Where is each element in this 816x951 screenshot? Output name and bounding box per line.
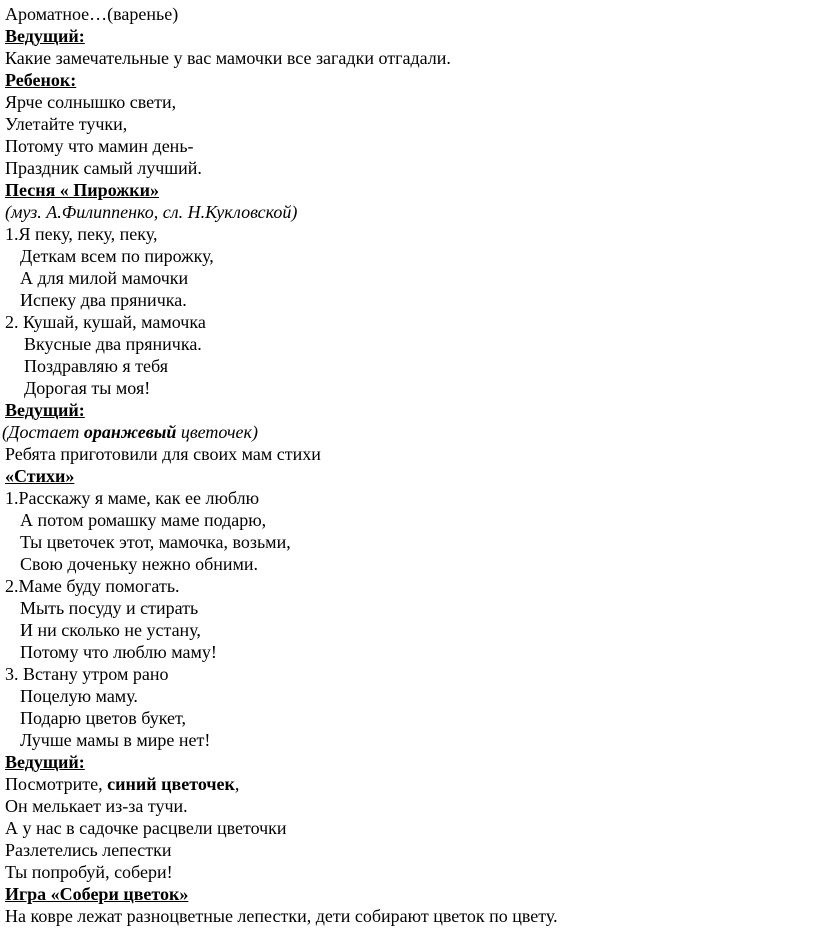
verse-line: 3. Встану утром рано — [5, 664, 169, 684]
section-heading: Игра «Собери цветок» — [5, 884, 189, 904]
speaker-label: Ребенок: — [5, 70, 77, 90]
verse-line: А потом ромашку маме подарю, — [20, 510, 267, 530]
speaker-label: Ведущий: — [5, 400, 85, 420]
speaker-label: Ведущий: — [5, 752, 85, 772]
verse-line: Улетайте тучки, — [5, 114, 128, 134]
stage-direction — [2, 421, 258, 443]
host-line: Какие замечательные у вас мамочки все загадки отгадали. — [5, 48, 451, 68]
verse-line: 1.Я пеку, пеку, пеку, — [5, 224, 158, 244]
stage-direction-color: оранжевый — [83, 422, 177, 442]
host-line-start: Посмотрите, — [5, 774, 108, 794]
host-line: Разлетелись лепестки — [5, 840, 172, 860]
verse-line: Праздник самый лучший. — [5, 158, 202, 178]
host-line: А у нас в садочке расцвели цветочки — [5, 818, 287, 838]
section-heading: «Стихи» — [5, 466, 75, 486]
stage-direction-close: цветочек) — [176, 422, 258, 442]
verse-line: Деткам всем по пирожку, — [20, 246, 214, 266]
verse-line: И ни сколько не устану, — [20, 620, 201, 640]
verse-line: А для милой мамочки — [20, 268, 189, 288]
title-line: Ароматное…(варенье) — [5, 4, 179, 24]
game-description: На ковре лежат разноцветные лепестки, дети собирают цветок по цвету. — [5, 906, 558, 926]
verse-line: Потому что люблю маму! — [20, 642, 217, 662]
verse-line: Подарю цветов букет, — [20, 708, 186, 728]
host-line — [5, 773, 239, 795]
verse-line: Вкусные два пряничка. — [24, 334, 202, 354]
host-line-end: , — [234, 774, 240, 794]
verse-line: Потому что мамин день- — [5, 136, 194, 156]
verse-line: 2. Кушай, кушай, мамочка — [5, 312, 206, 332]
host-line: Ты попробуй, собери! — [5, 862, 173, 882]
speaker-label: Ведущий: — [5, 26, 85, 46]
verse-line: Испеку два пряничка. — [20, 290, 187, 310]
host-line: Ребята приготовили для своих мам стихи — [5, 444, 321, 464]
verse-line: Ты цветочек этот, мамочка, возьми, — [20, 532, 291, 552]
verse-line: Ярче солнышко свети, — [5, 92, 177, 112]
verse-line: Лучше мамы в мире нет! — [20, 730, 211, 750]
verse-line: Дорогая ты моя! — [24, 378, 151, 398]
flower-color: синий цветочек — [107, 774, 235, 794]
host-line: Он мелькает из-за тучи. — [5, 796, 188, 816]
verse-line: Поздравляю я тебя — [24, 356, 169, 376]
song-credits: (муз. А.Филиппенко, сл. Н.Кукловской) — [5, 202, 298, 222]
verse-line: 1.Расскажу я маме, как ее люблю — [5, 488, 260, 508]
verse-line: Поцелую маму. — [20, 686, 138, 706]
verse-line: Свою доченьку нежно обними. — [20, 554, 259, 574]
verse-line: 2.Маме буду помогать. — [5, 576, 180, 596]
verse-line: Мыть посуду и стирать — [20, 598, 199, 618]
stage-direction-open: (Достает — [2, 422, 84, 442]
section-heading: Песня « Пирожки» — [5, 180, 160, 200]
